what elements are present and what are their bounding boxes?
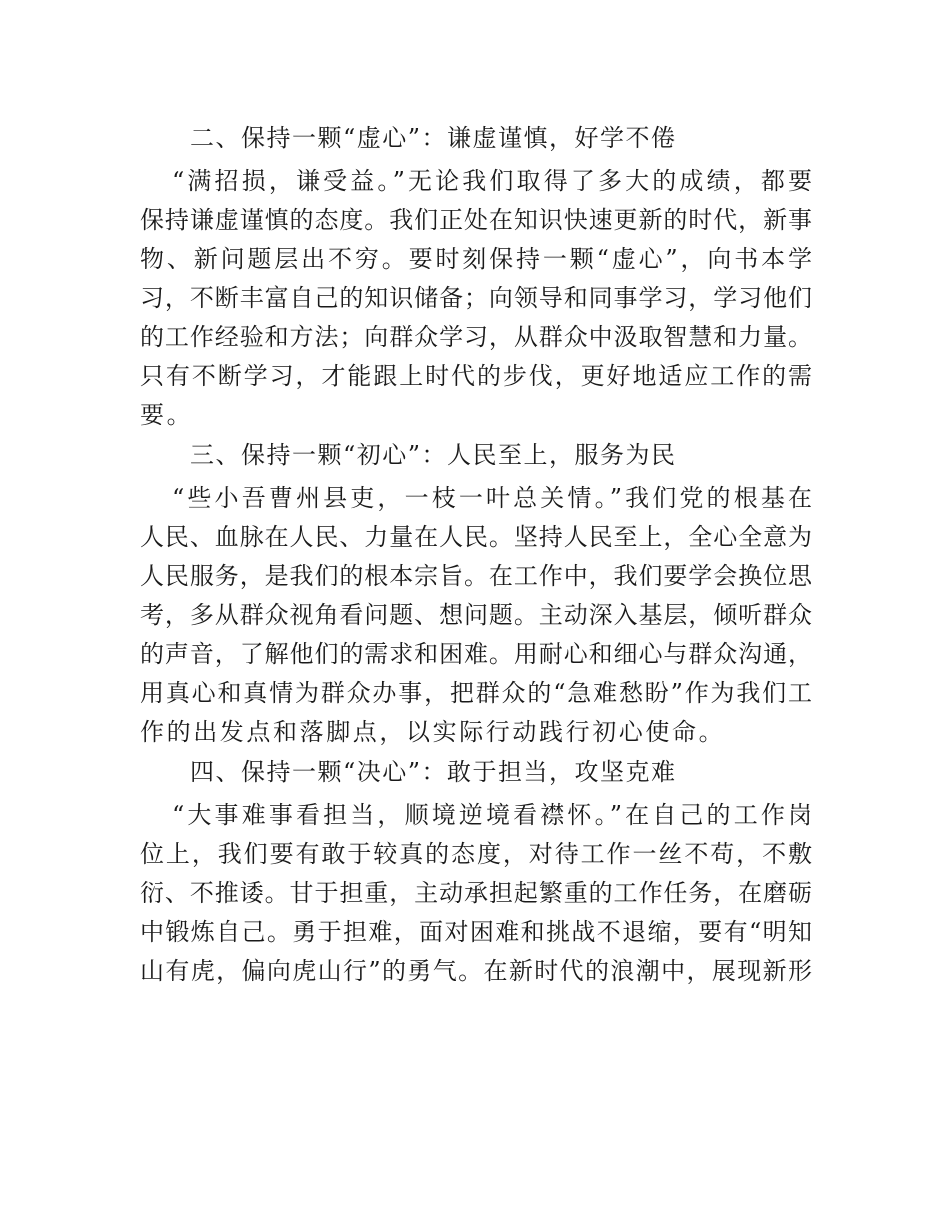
section-heading-3: 三、保持一颗“初心”：人民至上，服务为民 <box>190 441 677 469</box>
paragraph-line: 只有不断学习，才能跟上时代的步伐，更好地适应工作的需 <box>140 362 812 390</box>
paragraph-line: “满招损，谦受益。”无论我们取得了多大的成绩，都要 <box>172 167 812 195</box>
paragraph-line: 考，多从群众视角看问题、想问题。主动深入基层，倾听群众 <box>140 601 812 629</box>
paragraph-line: 保持谦虚谨慎的态度。我们正处在知识快速更新的时代，新事 <box>140 206 812 234</box>
paragraph-line: 位上，我们要有敢于较真的态度，对待工作一丝不苟，不敷 <box>140 840 812 868</box>
section-heading-4: 四、保持一颗“决心”：敢于担当，攻坚克难 <box>190 758 677 786</box>
paragraph-line: 中锻炼自己。勇于担难，面对困难和挑战不退缩，要有“明知 <box>140 918 812 946</box>
paragraph-line: 衍、不推诿。甘于担重，主动承担起繁重的工作任务，在磨砺 <box>140 879 812 907</box>
paragraph-line: 的声音，了解他们的需求和困难。用耐心和细心与群众沟通， <box>140 640 812 668</box>
paragraph-line: 的工作经验和方法；向群众学习，从群众中汲取智慧和力量。 <box>140 323 812 351</box>
paragraph-line: “大事难事看担当，顺境逆境看襟怀。”在自己的工作岗 <box>172 801 812 829</box>
paragraph-line: 物、新问题层出不穷。要时刻保持一颗“虚心”，向书本学 <box>140 245 812 273</box>
paragraph-line: 人民、血脉在人民、力量在人民。坚持人民至上，全心全意为 <box>140 523 812 551</box>
paragraph-line: 人民服务，是我们的根本宗旨。在工作中，我们要学会换位思 <box>140 562 812 590</box>
section-heading-2: 二、保持一颗“虚心”：谦虚谨慎，好学不倦 <box>190 124 677 152</box>
paragraph-line: 用真心和真情为群众办事，把群众的“急难愁盼”作为我们工 <box>140 679 812 707</box>
document-body <box>140 118 812 991</box>
paragraph-line: 山有虎，偏向虎山行”的勇气。在新时代的浪潮中，展现新形 <box>140 957 812 985</box>
paragraph-line: “些小吾曹州县吏，一枝一叶总关情。”我们党的根基在 <box>172 484 812 512</box>
paragraph-line: 要。 <box>140 401 194 429</box>
paragraph-line: 习，不断丰富自己的知识储备；向领导和同事学习，学习他们 <box>140 284 812 312</box>
paragraph-line: 作的出发点和落脚点，以实际行动践行初心使命。 <box>140 718 726 746</box>
